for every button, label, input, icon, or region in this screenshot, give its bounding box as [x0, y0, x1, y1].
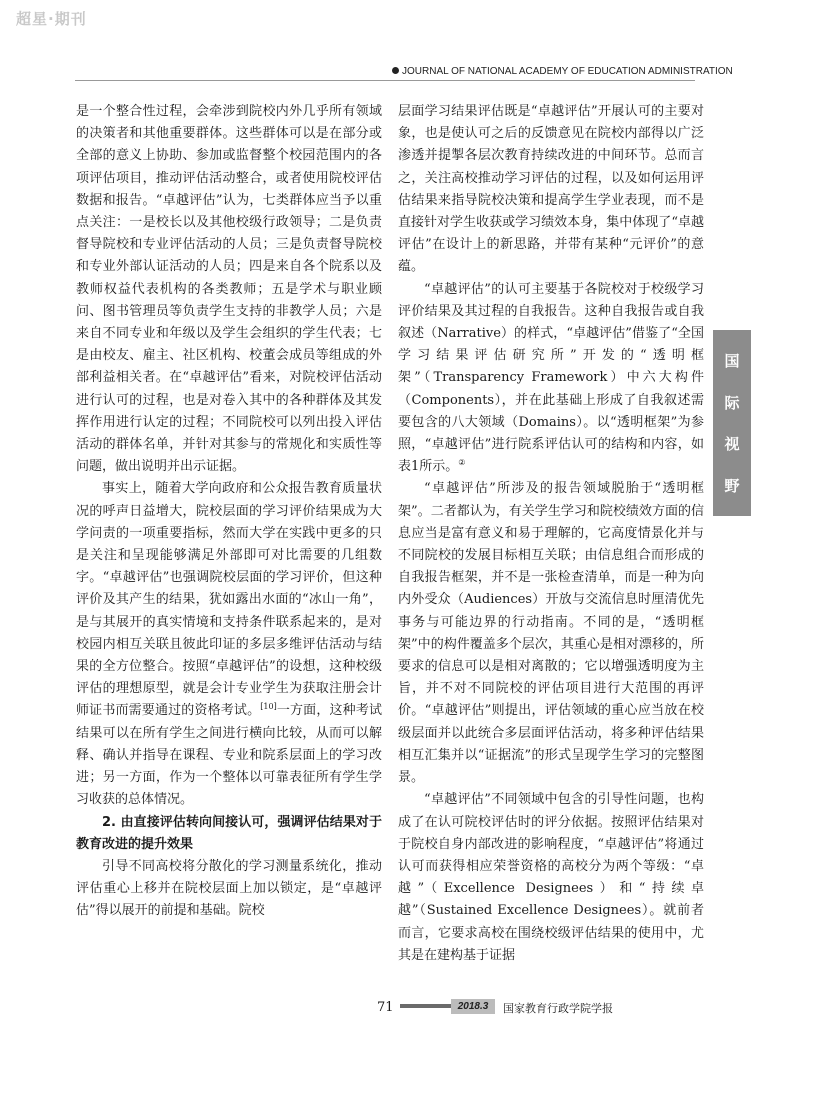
page-footer: [0, 998, 816, 1018]
section-heading: 2. 由直接评估转向间接认可，强调评估结果对于教育改进的提升效果: [76, 814, 382, 852]
issue-badge: 2018.3: [451, 999, 495, 1014]
left-paragraph-3: 引导不同高校将分散化的学习测量系统化，推动评估重心上移并在院校层面上加以锁定，是“卓越评估”得以展开的前提和基础。院校: [76, 858, 382, 919]
citation-ref-10: [10]: [260, 702, 277, 712]
footnote-ref-2: ②: [458, 458, 466, 468]
right-paragraph-1: 层面学习结果评估既是“卓越评估”开展认可的主要对象，也是使认可之后的反馈意见在院校内部得以广泛渗透并提掣各层次教育持续改进的中间环节。总而言之，关注高校推动学习评估的过程，以及如何运用评估结果来指导院校决策和提高学生学业表现，而不是直接针对学生收获或学习绩效本身，集中体现了“卓越评估”在设计上的新思路，并带有某种“元评价”的意蕴。: [398, 104, 704, 275]
left-column: [76, 101, 382, 923]
journal-running-header: [392, 66, 733, 77]
right-paragraph-2-text: “卓越评估”的认可主要基于各院校对于校级学习评价结果及其过程的自我报告。这种自我报告或自我叙述（Narrative）的样式，“卓越评估”借鉴了“全国学习结果评估研究所”开发的“透明框架”（Transparency Framework）中六大构件（Components），并在此基础上形成了自我叙述需要包含的八大领域（Domains）。以“透明框架”为参照，“卓越评估”进行院系评估认可的结构和内容，如表1所示。: [398, 281, 704, 475]
side-tab-char-4: 野: [724, 476, 740, 495]
footer-rule: [400, 1004, 451, 1008]
side-tab-char-3: 视: [724, 435, 740, 454]
left-paragraph-1: 是一个整合性过程，会牵涉到院校内外几乎所有领域的决策者和其他重要群体。这些群体可以是在部分或全部的意义上协助、参加或监督整个校园范围内的各项评估项目，推动评估活动整合，或者使用院校评估数据和报告。“卓越评估”认为，七类群体应当予以重点关注：一是校长以及其他校级行政领导；二是负责督导院校和专业评估活动的人员；三是负责督导院校和专业外部认证活动的人员；四是来自各个院系以及教师权益代表机构的各类教师；五是学术与职业顾问、图书管理员等负责学生支持的非教学人员；六是来自不同专业和年级以及学生会组织的学生代表；七是由校友、雇主、社区机构、校董会成员等组成的外部利益相关者。在“卓越评估”看来，对院校评估活动进行认可的过程，也是对卷入其中的各种群体及其发挥作用进行认定的过程；不同院校可以列出投入评估活动的群体名单，并针对其参与的常规化和实质性等问题，做出说明并出示证据。: [76, 104, 382, 475]
journal-title-en: JOURNAL OF NATIONAL ACADEMY OF EDUCATION ADMINISTRATION: [402, 66, 733, 77]
left-paragraph-2-tail: 一方面，这种考试结果可以在所有学生之间进行横向比较，从而可以解释、确认并指导在课程、专业和院系层面上的学习改进；另一方面，作为一个整体以可靠表征所有学生学习收获的总体情况。: [76, 703, 382, 808]
page-number: 71: [377, 1000, 394, 1015]
section-side-tab: [713, 330, 751, 516]
left-paragraph-2: [76, 478, 382, 811]
right-paragraph-4: “卓越评估”不同领域中包含的引导性问题，也构成了在认可院校评估时的评分依据。按照评估结果对于院校自身内部改进的影响程度，“卓越评估”将通过认可而获得相应荣誉资格的高校分为两个等级：“卓越”（Excellence Designees）和“持续卓越”（Sustained Excellence Designees）。就前者而言，它要求高校在围绕校级评估结果的使用中，尤其是在建构基于证据: [398, 792, 704, 963]
bullet-dot-icon: [392, 67, 399, 74]
side-tab-char-1: 国: [724, 352, 740, 371]
right-paragraph-2: [398, 279, 704, 479]
journal-title-cn: 国家教育行政学院学报: [503, 1002, 613, 1015]
side-tab-char-2: 际: [724, 393, 740, 412]
right-column: [398, 101, 704, 967]
brand-logo-text: 超星·期刊: [16, 10, 87, 28]
header-divider: [75, 80, 695, 81]
left-paragraph-2-text: 事实上，随着大学向政府和公众报告教育质量状况的呼声日益增大，院校层面的学习评价结果成为大学问责的一项重要指标，然而大学在实践中更多的只是关注和呈现能够满足外部即可对比需要的几组数字。“卓越评估”也强调院校层面的学习评价，但这种评价及其产生的结果，犹如露出水面的“冰山一角”，是与其展开的真实情境和支持条件联系起来的，是对校园内相互关联且彼此印证的多层多维评估活动与结果的全方位整合。按照“卓越评估”的设想，这种校级评估的理想原型，就是会计专业学生为获取注册会计师证书而需要通过的资格考试。: [76, 481, 382, 719]
right-paragraph-3: “卓越评估”所涉及的报告领域脱胎于“透明框架”。二者都认为，有关学生学习和院校绩效方面的信息应当是富有意义和易于理解的，它高度情景化并与不同院校的发展目标相互关联；由信息组合而形成的自我报告框架，并不是一张检查清单，而是一种为向内外受众（Audiences）开放与交流信息时厘清优先事务与可能边界的行动指南。不同的是，“透明框架”中的构件覆盖多个层次，其重心是相对漂移的，所要求的信息可以是相对离散的；它以增强透明度为主旨，并不对不同院校的评估项目进行大范围的再评价。“卓越评估”则提出，评估领域的重心应当放在校级层面并以此统合多层面评估活动，将多种评估结果相互汇集并以“证据流”的形式呈现学生学习的完整图景。: [398, 481, 704, 786]
